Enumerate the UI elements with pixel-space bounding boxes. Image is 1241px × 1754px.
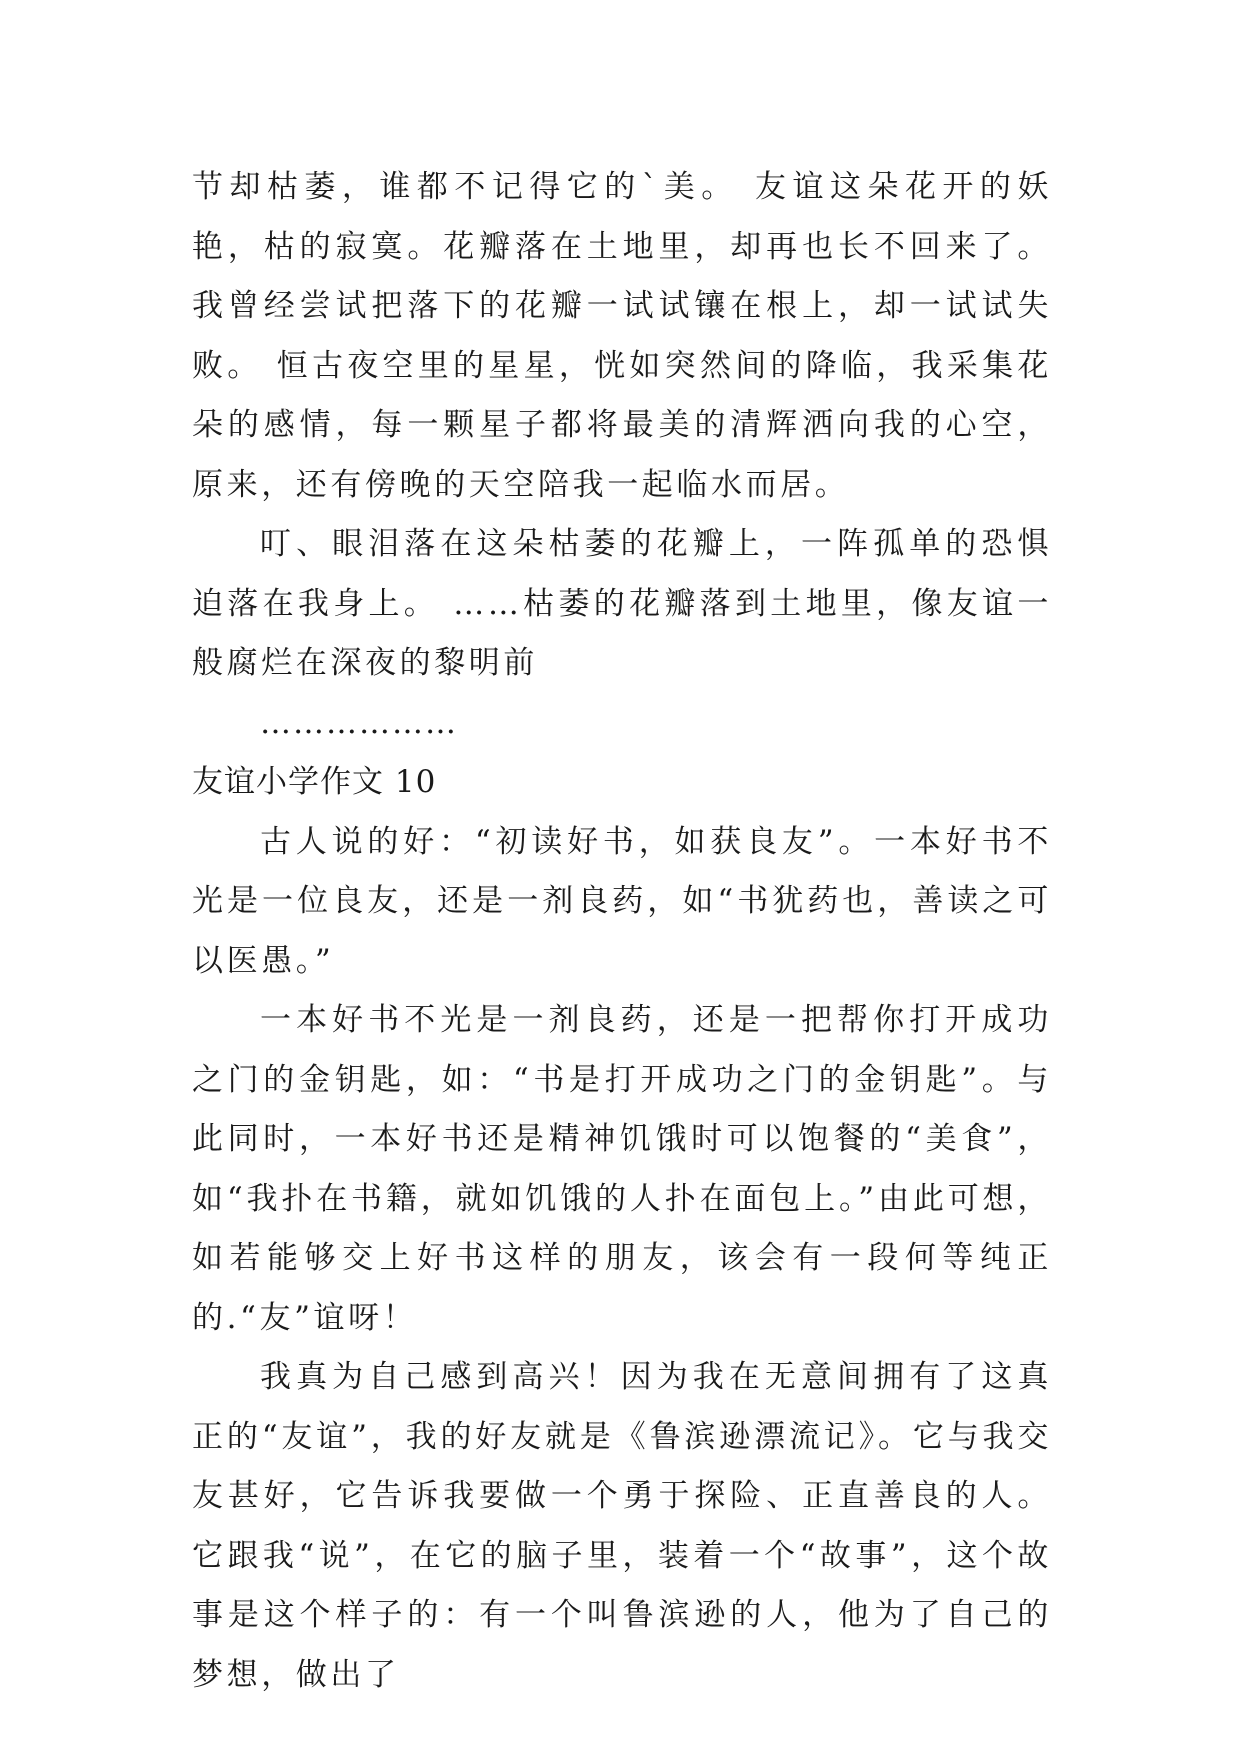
document-body [192, 158, 1052, 1705]
paragraph-good-books: 古人说的好：“初读好书，如获良友”。一本好书不光是一位良友，还是一剂良药，如“书犹药也，善读之可以医愚。” [192, 823, 1052, 979]
ellipsis-line: ……………… [260, 704, 458, 741]
paragraph-tears: 叮、眼泪落在这朵枯萎的花瓣上，一阵孤单的恐惧迫落在我身上。 ……枯萎的花瓣落到土地里，像友谊一般腐烂在深夜的黎明前 [192, 526, 1052, 681]
paragraph-withered-flower: 节却枯萎，谁都不记得它的`美。 友谊这朵花开的妖艳，枯的寂寞。花瓣落在土地里，却再也长不回来了。我曾经尝试把落下的花瓣一试试镶在根上，却一试试失败。 恒古夜空里的星星，恍如突然间的降临，我采集花朵的感情，每一颗星子都将最美的清辉洒向我的心空，原来，还有傍晚的天空陪我一起临水而居。 [192, 169, 1052, 503]
paragraph-golden-key: 一本好书不光是一剂良药，还是一把帮你打开成功之门的金钥匙，如：“书是打开成功之门的金钥匙”。与此同时，一本好书还是精神饥饿时可以饱餐的“美食”，如“我扑在书籍，就如饥饿的人扑在面包上。”由此可想，如若能够交上好书这样的朋友，该会有一段何等纯正的.“友”谊呀！ [192, 1002, 1052, 1336]
essay-heading: 友谊小学作文 10 [192, 764, 437, 800]
paragraph-robinson-crusoe: 我真为自己感到高兴！因为我在无意间拥有了这真正的“友谊”，我的好友就是《鲁滨逊漂流记》。它与我交友甚好，它告诉我要做一个勇于探险、正直善良的人。它跟我“说”，在它的脑子里，装着一个“故事”，这个故事是这个样子的：有一个叫鲁滨逊的人，他为了自己的梦想，做出了 [192, 1359, 1052, 1693]
